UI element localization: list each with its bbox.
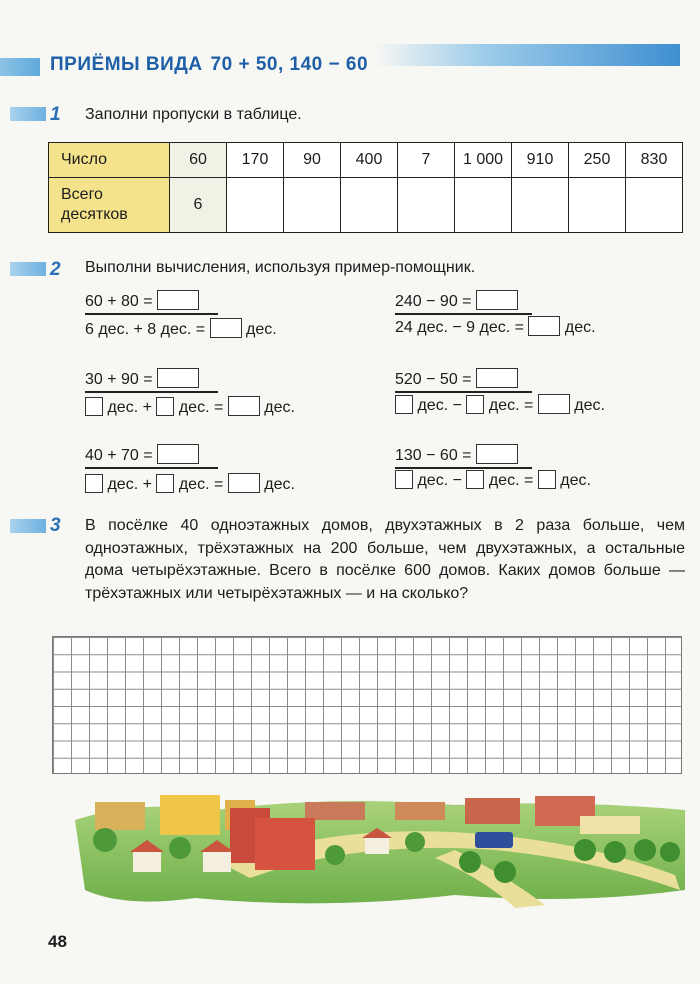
unit-label: дес.	[417, 472, 449, 489]
operator: −	[452, 472, 462, 489]
page-title	[50, 54, 368, 76]
row-label-tens	[49, 178, 170, 233]
answer-box[interactable]	[466, 395, 484, 414]
answer-box[interactable]	[85, 397, 103, 416]
tree	[325, 845, 345, 865]
divider-line	[395, 313, 532, 315]
tree	[405, 832, 425, 852]
building	[160, 795, 220, 835]
house	[203, 852, 231, 872]
answer-box[interactable]	[466, 470, 484, 489]
table-cell-number: 910	[512, 143, 569, 178]
equation-top	[85, 368, 199, 389]
operator: =	[213, 399, 224, 416]
building	[465, 798, 520, 824]
table-cell-number: 830	[626, 143, 683, 178]
table-cell-tens: 6	[170, 178, 227, 233]
equation-bottom	[85, 318, 277, 339]
tens-table	[48, 142, 683, 233]
answer-box[interactable]	[157, 444, 199, 464]
operator: =	[523, 472, 534, 489]
row-label-tens-line2: десятков	[61, 206, 128, 223]
task3-problem-text: В посёлке 40 одноэтажных домов, двухэтажных в 2 раза больше, чем одноэтажных, трёхэтажных на 200 больше, чем двухэтажных, а остальные дома четырёхэтажные. Всего в посёлке 600 домов. Каких домов больше — трёхэтажных или четырёхэтажных — и на сколько?	[85, 517, 685, 602]
tree	[459, 851, 481, 873]
unit-label: дес.	[178, 399, 210, 416]
tree	[169, 837, 191, 859]
task2-number: 2	[50, 259, 61, 280]
unit-label: дес.	[178, 476, 210, 493]
bus	[475, 832, 513, 848]
operator: −	[452, 397, 462, 414]
tree	[660, 842, 680, 862]
table-cell-tens-blank[interactable]	[227, 178, 284, 233]
divider-line	[395, 391, 532, 393]
divider-line	[395, 467, 532, 469]
answer-box[interactable]	[476, 290, 518, 310]
equation-bottom	[395, 316, 596, 337]
answer-box[interactable]	[85, 474, 103, 493]
operator: +	[142, 476, 152, 493]
table-cell-number: 1 000	[455, 143, 512, 178]
answer-box[interactable]	[528, 316, 560, 336]
operator: +	[142, 399, 152, 416]
unit-label: дес.	[488, 472, 520, 489]
unit-label: дес.	[264, 476, 295, 493]
table-cell-number: 90	[284, 143, 341, 178]
table-cell-number: 7	[398, 143, 455, 178]
task1-number: 1	[50, 104, 61, 125]
task3-number: 3	[50, 515, 61, 536]
answer-box[interactable]	[395, 395, 413, 414]
task1-instruction: Заполни пропуски в таблице.	[85, 106, 302, 123]
unit-label: дес.	[560, 472, 591, 489]
table-cell-tens-blank[interactable]	[398, 178, 455, 233]
unit-label: дес.	[264, 399, 295, 416]
answer-box[interactable]	[538, 394, 570, 414]
table-cell-tens-blank[interactable]	[341, 178, 398, 233]
divider-line	[85, 391, 218, 393]
task3-marker	[10, 519, 46, 533]
equation-top	[85, 290, 199, 311]
tree	[604, 841, 626, 863]
equation-text: 6 дес. + 8 дес. =	[85, 321, 206, 338]
equation-top	[395, 368, 518, 389]
equation-bottom	[85, 396, 295, 417]
divider-line	[85, 313, 218, 315]
equation-bottom	[395, 394, 605, 415]
table-cell-number: 60	[170, 143, 227, 178]
answer-box[interactable]	[228, 473, 260, 493]
tree	[494, 861, 516, 883]
answer-box[interactable]	[156, 474, 174, 493]
equation-text: 40 + 70 =	[85, 447, 153, 464]
building	[395, 802, 445, 820]
table-cell-tens-blank[interactable]	[569, 178, 626, 233]
equation-bottom	[85, 473, 295, 494]
table-cell-number: 250	[569, 143, 626, 178]
row-label-tens-line1: Всего	[61, 186, 103, 203]
equation-text: 130 − 60 =	[395, 447, 472, 464]
table-cell-tens-blank[interactable]	[284, 178, 341, 233]
equation-bottom	[395, 470, 591, 490]
unit-label: дес.	[564, 319, 596, 336]
building	[580, 816, 640, 834]
tree	[634, 839, 656, 861]
unit-label: дес.	[417, 397, 449, 414]
answer-box[interactable]	[395, 470, 413, 489]
table-cell-number: 400	[341, 143, 398, 178]
header-stripe-right	[375, 44, 680, 66]
answer-box[interactable]	[157, 368, 199, 388]
equation-text: 520 − 50 =	[395, 371, 472, 388]
unit-label: дес.	[574, 397, 605, 414]
equation-text: 30 + 90 =	[85, 371, 153, 388]
answer-box[interactable]	[210, 318, 242, 338]
house	[365, 838, 389, 854]
answer-box[interactable]	[476, 368, 518, 388]
tree	[574, 839, 596, 861]
unit-label: дес.	[107, 399, 139, 416]
equation-top	[395, 290, 518, 311]
answer-box[interactable]	[228, 396, 260, 416]
answer-box[interactable]	[157, 290, 199, 310]
task1-marker	[10, 107, 46, 121]
answer-box[interactable]	[476, 444, 518, 464]
unit-label: дес.	[245, 321, 277, 338]
equation-top	[395, 444, 518, 465]
table-cell-tens-blank[interactable]	[626, 178, 683, 233]
task2-marker	[10, 262, 46, 276]
unit-label: дес.	[488, 397, 520, 414]
divider-line	[85, 467, 218, 469]
equation-text: 240 − 90 =	[395, 293, 472, 310]
table-cell-tens-blank[interactable]	[455, 178, 512, 233]
title-expression: 70 + 50, 140 − 60	[210, 54, 369, 75]
building	[255, 818, 315, 870]
title-text: ПРИЁМЫ ВИДА	[50, 54, 203, 75]
building	[95, 802, 145, 830]
equation-text: 60 + 80 =	[85, 293, 153, 310]
table-cell-number: 170	[227, 143, 284, 178]
answer-grid[interactable]	[52, 636, 682, 774]
village-illustration	[75, 780, 685, 910]
building	[305, 802, 365, 820]
tree	[93, 828, 117, 852]
equation-top	[85, 444, 199, 465]
house	[133, 852, 161, 872]
operator: =	[213, 476, 224, 493]
answer-box[interactable]	[538, 470, 556, 489]
table-cell-tens-blank[interactable]	[512, 178, 569, 233]
row-label-number: Число	[49, 143, 170, 178]
unit-label: дес.	[107, 476, 139, 493]
header-stripe-left	[0, 58, 40, 76]
page-number: 48	[48, 932, 67, 951]
task2-instruction: Выполни вычисления, используя пример-помощник.	[85, 259, 476, 276]
operator: =	[523, 397, 534, 414]
equation-text: 24 дес. − 9 дес. =	[395, 319, 524, 336]
answer-box[interactable]	[156, 397, 174, 416]
